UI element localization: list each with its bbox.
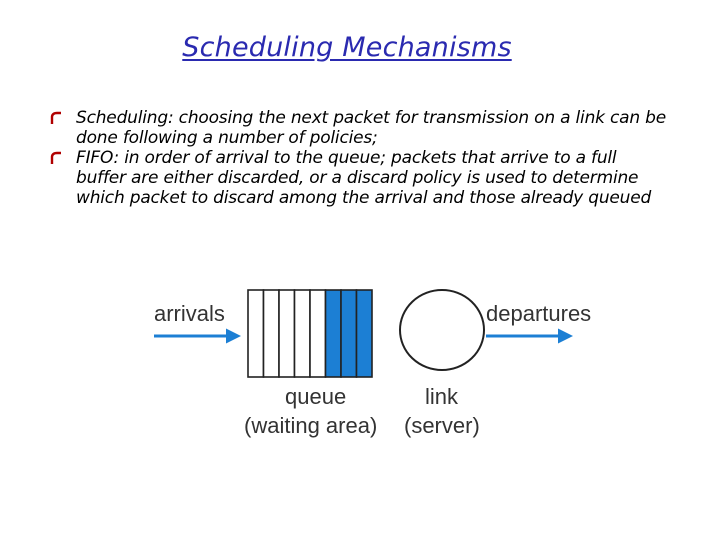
arrivals-label: arrivals [154, 301, 225, 326]
empty-buffer-slot [279, 290, 295, 377]
queue-sublabel: (waiting area) [244, 413, 378, 438]
slide-title: Scheduling Mechanisms [182, 32, 512, 63]
link-server-circle [400, 290, 484, 370]
departures-label: departures [486, 301, 592, 326]
link-sublabel: (server) [404, 413, 480, 438]
queue-buffer [248, 290, 372, 377]
queued-packet-slot [357, 290, 373, 377]
link-label: link [425, 384, 459, 409]
empty-buffer-slot [248, 290, 264, 377]
queue-label: queue [285, 384, 347, 409]
bullet-text: Scheduling: choosing the next packet for transmission on a link can be done following a number of policies; [76, 108, 666, 148]
empty-buffer-slot [310, 290, 326, 377]
bullet-text: FIFO: in order of arrival to the queue; packets that arrive to a full buffer are either discarded, or a discard policy is used to determine which packet to discard among the arrival and those already queued [76, 148, 652, 208]
queued-packet-slot [341, 290, 357, 377]
empty-buffer-slot [295, 290, 311, 377]
queued-packet-slot [326, 290, 342, 377]
empty-buffer-slot [264, 290, 280, 377]
